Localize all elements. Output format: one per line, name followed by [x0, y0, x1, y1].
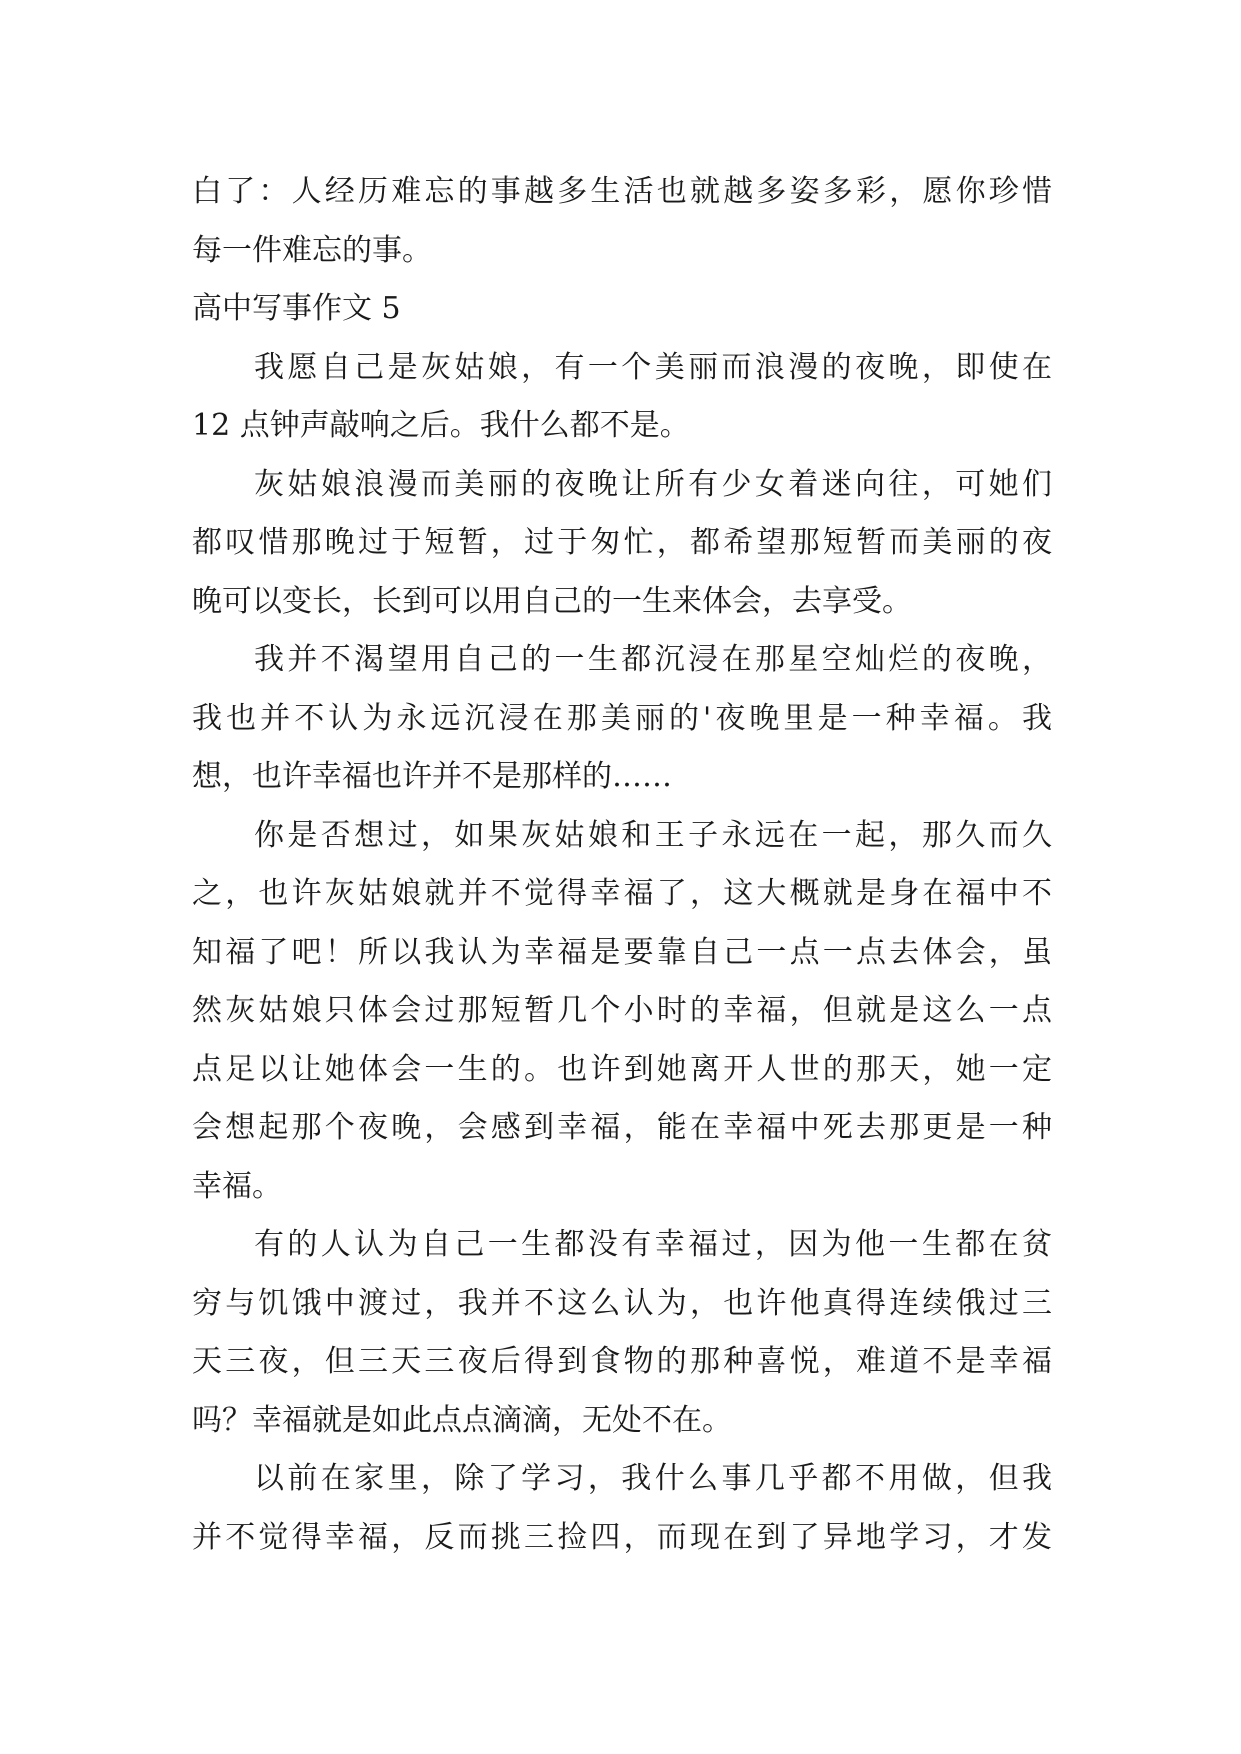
text-line: 吗？幸福就是如此点点滴滴，无处不在。: [192, 1402, 732, 1438]
text-line: 然灰姑娘只体会过那短暂几个小时的幸福，但就是这么一点: [192, 993, 1052, 1028]
text-line: 我愿自己是灰姑娘，有一个美丽而浪漫的夜晚，即使在: [254, 349, 1052, 385]
text-line: 都叹惜那晚过于短暂，过于匆忙，都希望那短暂而美丽的夜: [192, 525, 1052, 560]
text-line: 我并不渴望用自己的一生都沉浸在那星空灿烂的夜晚，: [254, 642, 1052, 677]
text-line: 之，也许灰姑娘就并不觉得幸福了，这大概就是身在福中不: [192, 876, 1052, 911]
essay-body: [192, 163, 1052, 1567]
text-line: 每一件难忘的事。: [192, 232, 432, 268]
text-line: 幸福。: [192, 1168, 282, 1204]
section-heading: 高中写事作文 5: [192, 291, 401, 326]
text-line: 想，也许幸福也许并不是那样的……: [192, 759, 672, 794]
text-line: 以前在家里，除了学习，我什么事几乎都不用做，但我: [254, 1461, 1052, 1496]
text-line: 灰姑娘浪漫而美丽的夜晚让所有少女着迷向往，可她们: [254, 466, 1052, 502]
text-line: 点足以让她体会一生的。也许到她离开人世的那天，她一定: [192, 1051, 1052, 1087]
text-line: 天三夜，但三天三夜后得到食物的那种喜悦，难道不是幸福: [192, 1344, 1052, 1379]
text-line: 我也并不认为永远沉浸在那美丽的'夜晚里是一种幸福。我: [192, 700, 1052, 736]
text-line: 知福了吧！所以我认为幸福是要靠自己一点一点去体会，虽: [192, 934, 1052, 970]
text-line: 白了：人经历难忘的事越多生活也就越多姿多彩，愿你珍惜: [192, 174, 1052, 209]
text-line: 12 点钟声敲响之后。我什么都不是。: [192, 408, 690, 443]
text-line: 你是否想过，如果灰姑娘和王子永远在一起，那久而久: [254, 817, 1052, 853]
text-line: 有的人认为自己一生都没有幸福过，因为他一生都在贫: [254, 1227, 1052, 1262]
text-line: 并不觉得幸福，反而挑三捡四，而现在到了异地学习，才发: [192, 1519, 1052, 1555]
text-line: 晚可以变长，长到可以用自己的一生来体会，去享受。: [192, 583, 912, 619]
text-line: 穷与饥饿中渡过，我并不这么认为，也许他真得连续俄过三: [192, 1285, 1052, 1321]
text-line: 会想起那个夜晚，会感到幸福，能在幸福中死去那更是一种: [192, 1110, 1052, 1145]
